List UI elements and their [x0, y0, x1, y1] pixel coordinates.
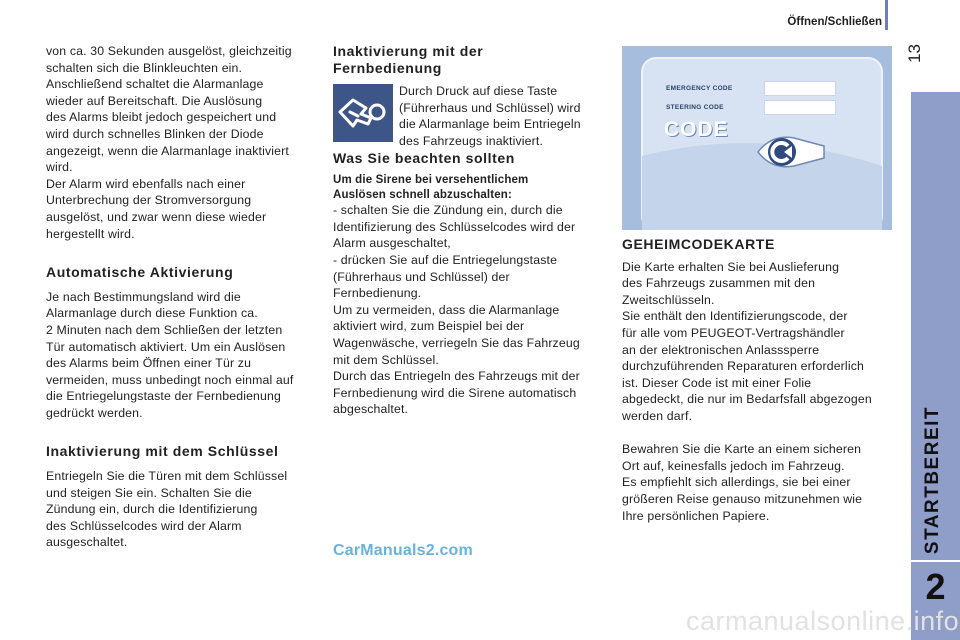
- remote-deactivation-text: Durch Druck auf diese Taste (Führerhaus und Schlüssel) wird die Alarmanlage beim Entriegeln des Fahrzeugs inaktiviert.: [399, 84, 581, 148]
- card-field2-label: STEERING CODE: [666, 104, 724, 111]
- chapter-title: STARTBEREIT: [922, 405, 943, 555]
- chapter-title-wrap: [913, 405, 953, 555]
- card-field1-label: EMERGENCY CODE: [666, 85, 733, 92]
- page-number: 13: [905, 44, 924, 63]
- notes-heading: Was Sie beachten sollten: [333, 149, 515, 166]
- key-deactivation-text: Entriegeln Sie die Türen mit dem Schlüssel und steigen Sie ein. Schalten Sie die Zündung ein, durch die Identifizierung des Schlüsselcodes wird der Alarm ausgeschaltet.: [46, 469, 288, 550]
- sidebar-divider: [911, 560, 960, 562]
- auto-activation-text: Je nach Bestimmungsland wird die Alarmanlage durch diese Funktion ca. 2 Minuten nach dem Schließen der letzten Tür automatisch aktiviert. Um ein Auslösen des Alarms beim Öffnen einer Tür zu vermeiden, muss unbedingt noch einmal auf die Entriegelungstaste der Fernbedienung gedrückt werden.: [46, 289, 294, 420]
- card-field2: [764, 100, 836, 115]
- section-title: Öffnen/Schließen: [787, 16, 882, 28]
- code-card-text: Die Karte erhalten Sie bei Auslieferung des Fahrzeugs zusammen mit den Zweitschlüsseln. Sie enthält den Identifizierungscode, der für alle vom PEUGEOT-Vertragshändler an der elektronischen Anlasssperre durchzuführenden Reparaturen erforderlich ist. Dieser Code ist mit einer Folie abgedeckt, die nur im Bedarfsfall abgezogen werden darf.: [622, 259, 872, 423]
- remote-deactivation-heading-line2: Fernbedienung: [333, 59, 442, 76]
- key-symbol-icon: [754, 124, 834, 185]
- intro-paragraph: von ca. 30 Sekunden ausgelöst, gleichzeitig schalten sich die Blinkleuchten ein. Anschließend schaltet die Alarmanlage wieder auf Bereitschaft. Die Auslösung des Alarms bleibt jedoch gespeichert und wird durch schnelles Blinken der Diode angezeigt, wenn die Alarmanlage inaktiviert wird. Der Alarm wird ebenfalls nach einer Unterbrechung der Stromversorgung ausgelöst, und zwar wenn diese wieder hergestellt wird.: [46, 44, 292, 241]
- remote-unlock-icon: [333, 84, 393, 142]
- column-right: [622, 236, 890, 524]
- site-watermark: carmanualsonline.info: [686, 606, 960, 636]
- key-deactivation-heading: Inaktivierung mit dem Schlüssel: [46, 443, 279, 460]
- notes-text: - schalten Sie die Zündung ein, durch die Identifizierung des Schlüsselcodes wird der Alarm ausgeschaltet, - drücken Sie auf die Entriegelungstaste (Führerhaus und Schlüssel) der Fernbedienung. Um zu vermeiden, dass die Alarmanlage aktiviert wird, zum Beispiel bei der Wagenwäsche, verriegeln Sie das Fahrzeug mit dem Schlüssel. Durch das Entriegeln des Fahrzeugs mit der Fernbedienung wird die Sirene automatisch abgeschaltet.: [333, 203, 580, 417]
- chapter-sidebar: [911, 92, 960, 640]
- card-code-label: CODE: [664, 118, 729, 141]
- card-field1: [764, 81, 836, 96]
- code-card-illustration: [622, 46, 892, 230]
- header-divider: [885, 0, 888, 30]
- code-card-heading: GEHEIMCODEKARTE: [622, 236, 775, 252]
- remote-deactivation-heading-line1: Inaktivierung mit der: [333, 43, 484, 59]
- auto-activation-heading: Automatische Aktivierung: [46, 264, 234, 281]
- column-left: [46, 43, 316, 551]
- chapter-number: 2: [925, 566, 946, 607]
- notes-subheading: Um die Sirene bei versehentlichem Auslösen schnell abzuschalten:: [333, 174, 529, 201]
- code-card-storage-text: Bewahren Sie die Karte an einem sicheren Ort auf, keinesfalls jedoch im Fahrzeug. Es empfiehlt sich allerdings, sie bei einer größeren Reise genauso mitzunehmen wie Ihre persönlichen Papiere.: [622, 442, 863, 523]
- carmanuals-watermark[interactable]: CarManuals2.com: [333, 542, 473, 559]
